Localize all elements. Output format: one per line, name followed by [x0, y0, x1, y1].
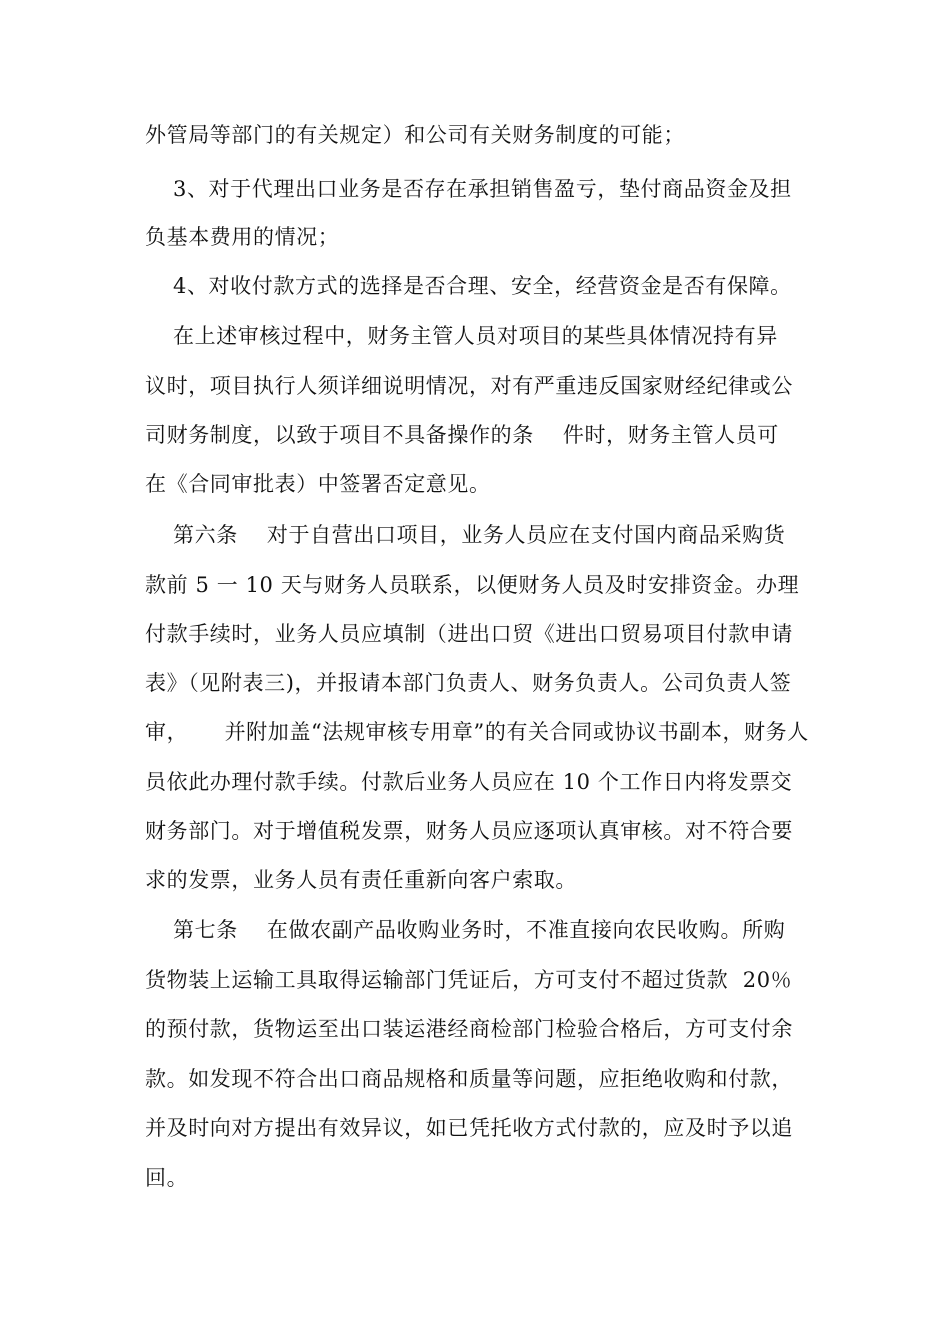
text-line: 外管局等部门的有关规定）和公司有关财务制度的可能；	[145, 123, 685, 147]
text-line: 表》（见附表三)，并报请本部门负责人、财务负责人。公司负责人签	[145, 671, 792, 695]
text-line: 3、对于代理出口业务是否存在承担销售盈亏，垫付商品资金及担	[173, 177, 792, 201]
text-line: 货物装上运输工具取得运输部门凭证后，方可支付不超过货款 20％	[145, 968, 793, 992]
text-line: 并及时向对方提出有效异议，如已凭托收方式付款的，应及时予以追	[145, 1116, 793, 1140]
text-line: 财务部门。对于增值税发票，财务人员应逐项认真审核。对不符合要	[145, 819, 793, 843]
text-line: 第六条 对于自营出口项目，业务人员应在支付国内商品采购货	[173, 523, 786, 547]
text-line: 在《合同审批表）中签署否定意见。	[145, 472, 491, 496]
text-line: 司财务制度，以致于项目不具备操作的条 件时，财务主管人员可	[145, 423, 779, 447]
text-line: 付款手续时，业务人员应填制（进出口贸《进出口贸易项目付款申请	[145, 622, 793, 646]
text-line: 员依此办理付款手续。付款后业务人员应在 10 个工作日内将发票交	[145, 770, 793, 794]
text-line: 审， 并附加盖“法规审核专用章”的有关合同或协议书副本，财务人	[145, 720, 809, 744]
text-line: 款。如发现不符合出口商品规格和质量等问题，应拒绝收购和付款，	[145, 1067, 793, 1091]
text-line: 负基本费用的情况；	[145, 225, 340, 249]
text-line: 4、对收付款方式的选择是否合理、安全，经营资金是否有保障。	[173, 274, 792, 298]
text-line: 第七条 在做农副产品收购业务时，不准直接向农民收购。所购	[173, 918, 786, 942]
text-line: 的预付款，货物运至出口装运港经商检部门检验合格后，方可支付余	[145, 1017, 793, 1041]
text-line: 在上述审核过程中，财务主管人员对项目的某些具体情况持有异	[173, 324, 778, 348]
text-line: 回。	[145, 1166, 189, 1190]
text-line: 议时，项目执行人须详细说明情况，对有严重违反国家财经纪律或公	[145, 374, 793, 398]
text-line: 求的发票，业务人员有责任重新向客户索取。	[145, 868, 577, 892]
text-line: 款前 5 一 10 天与财务人员联系，以便财务人员及时安排资金。办理	[145, 573, 800, 597]
